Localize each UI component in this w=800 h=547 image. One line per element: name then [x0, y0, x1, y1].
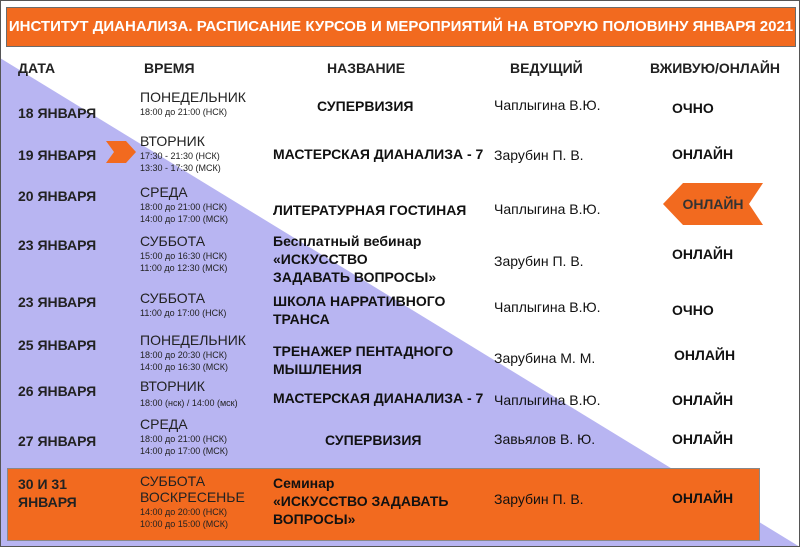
row-times	[140, 506, 228, 530]
arrow-tag-icon	[106, 141, 136, 163]
row-day: ВТОРНИК	[140, 378, 205, 394]
row-times	[140, 250, 227, 274]
row-host: Чаплыгина В.Ю.	[494, 97, 601, 113]
row-mode: ОНЛАЙН	[674, 347, 736, 363]
row-name-line: МЫШЛЕНИЯ	[273, 361, 362, 377]
row-name-line: «ИСКУССТВО	[273, 251, 368, 267]
row-day-line: ВОСКРЕСЕНЬЕ	[140, 489, 245, 505]
row-name-line: МАСТЕРСКАЯ ДИАНАЛИЗА - 7	[273, 390, 484, 406]
row-day: СУББОТА	[140, 290, 206, 306]
row-time-line: 10:00 до 15:00 (МСК)	[140, 519, 229, 529]
row-day: СРЕДА	[140, 416, 188, 432]
row-time-line: 13:30 - 17:30 (МСК)	[140, 163, 221, 173]
row-time-line: 11:00 до 17:00 (НСК)	[140, 308, 227, 318]
row-name	[273, 389, 483, 407]
row-date: 19 ЯНВАРЯ	[18, 147, 97, 163]
row-time-line: 17:30 - 21:30 (НСК)	[140, 151, 220, 161]
row-date: 18 ЯНВАРЯ	[18, 105, 97, 121]
row-name	[325, 431, 421, 449]
row-time-line: 14:00 до 17:00 (МСК)	[140, 214, 229, 224]
row-date: 23 ЯНВАРЯ	[18, 294, 97, 310]
header-host: ВЕДУЩИЙ	[510, 60, 583, 76]
row-date-line: ЯНВАРЯ	[18, 494, 77, 510]
row-host: Завьялов В. Ю.	[494, 431, 596, 447]
row-date-line: 30 И 31	[18, 476, 67, 492]
row-host: Чаплыгина В.Ю.	[494, 392, 601, 408]
row-name	[273, 342, 453, 378]
row-date: 23 ЯНВАРЯ	[18, 237, 97, 253]
row-time-line: 18:00 до 20:30 (НСК)	[140, 350, 228, 360]
row-host: Зарубина М. М.	[494, 350, 596, 366]
row-date: 25 ЯНВАРЯ	[18, 337, 97, 353]
row-time-line: 11:00 до 12:30 (МСК)	[140, 263, 228, 273]
row-times	[140, 397, 238, 409]
row-host: Зарубин П. В.	[494, 147, 584, 163]
row-day-line: СУББОТА	[140, 473, 206, 489]
row-host: Чаплыгина В.Ю.	[494, 201, 601, 217]
row-mode: ОНЛАЙН	[672, 146, 734, 162]
row-date	[18, 475, 77, 511]
row-day: СУББОТА	[140, 233, 206, 249]
page-title: ИНСТИТУТ ДИАНАЛИЗА. РАСПИСАНИЕ КУРСОВ И МЕРОПРИЯТИЙ НА ВТОРУЮ ПОЛОВИНУ ЯНВАРЯ 2021	[6, 7, 796, 47]
row-name	[273, 232, 436, 286]
row-name-line: СУПЕРВИЗИЯ	[325, 432, 422, 448]
row-name	[317, 97, 413, 115]
row-date: 27 ЯНВАРЯ	[18, 433, 97, 449]
row-mode: ОНЛАЙН	[682, 196, 744, 212]
row-name-line: ТРЕНАЖЕР ПЕНТАДНОГО	[273, 343, 454, 359]
row-times	[140, 201, 228, 225]
row-date: 26 ЯНВАРЯ	[18, 383, 97, 399]
header-name: НАЗВАНИЕ	[327, 60, 406, 76]
row-mode: ОНЛАЙН	[672, 246, 734, 262]
row-day: ПОНЕДЕЛЬНИК	[140, 89, 246, 105]
row-mode: ОНЛАЙН	[672, 392, 734, 408]
row-day: СРЕДА	[140, 184, 188, 200]
header-time: ВРЕМЯ	[144, 60, 195, 76]
row-mode: ОЧНО	[672, 302, 714, 318]
row-name	[273, 474, 448, 528]
row-times	[140, 307, 226, 319]
row-day: ПОНЕДЕЛЬНИК	[140, 332, 246, 348]
row-time-line: 14:00 до 20:00 (НСК)	[140, 507, 228, 517]
row-times	[140, 150, 221, 174]
row-host: Чаплыгина В.Ю.	[494, 299, 601, 315]
row-times	[140, 106, 227, 118]
row-date: 20 ЯНВАРЯ	[18, 188, 97, 204]
row-times	[140, 349, 228, 373]
row-name-line: МАСТЕРСКАЯ ДИАНАЛИЗА - 7	[273, 146, 484, 162]
row-name-line: Семинар	[273, 475, 335, 491]
row-time-line: 18:00 до 21:00 (НСК)	[140, 202, 228, 212]
row-name-line: ЗАДАВАТЬ ВОПРОСЫ»	[273, 269, 437, 285]
row-time-line: 14:00 до 16:30 (МСК)	[140, 362, 229, 372]
row-day: ВТОРНИК	[140, 133, 205, 149]
header-mode: ВЖИВУЮ/ОНЛАЙН	[650, 60, 781, 76]
row-time-line: 18:00 до 21:00 (НСК)	[140, 434, 228, 444]
row-name-line: Бесплатный вебинар	[273, 233, 422, 249]
row-time-line: 18:00 (нск) / 14:00 (мск)	[140, 398, 238, 408]
row-time-line: 18:00 до 21:00 (НСК)	[140, 107, 228, 117]
row-name-line: «ИСКУССТВО ЗАДАВАТЬ	[273, 493, 449, 509]
row-time-line: 14:00 до 17:00 (МСК)	[140, 446, 229, 456]
header-date: ДАТА	[18, 60, 56, 76]
row-name-line: ШКОЛА НАРРАТИВНОГО	[273, 293, 446, 309]
row-name-line: ТРАНСА	[273, 311, 330, 327]
row-name	[273, 292, 445, 328]
row-name-line: СУПЕРВИЗИЯ	[317, 98, 414, 114]
row-mode: ОНЛАЙН	[672, 490, 734, 506]
row-name	[273, 201, 466, 219]
row-name-line: ЛИТЕРАТУРНАЯ ГОСТИНАЯ	[273, 202, 467, 218]
row-mode: ОЧНО	[672, 100, 714, 116]
row-times	[140, 433, 228, 457]
row-name	[273, 145, 483, 163]
row-name-line: ВОПРОСЫ»	[273, 511, 356, 527]
row-host: Зарубин П. В.	[494, 491, 584, 507]
row-host: Зарубин П. В.	[494, 253, 584, 269]
row-mode: ОНЛАЙН	[672, 431, 734, 447]
row-day	[140, 473, 245, 505]
row-time-line: 15:00 до 16:30 (НСК)	[140, 251, 228, 261]
